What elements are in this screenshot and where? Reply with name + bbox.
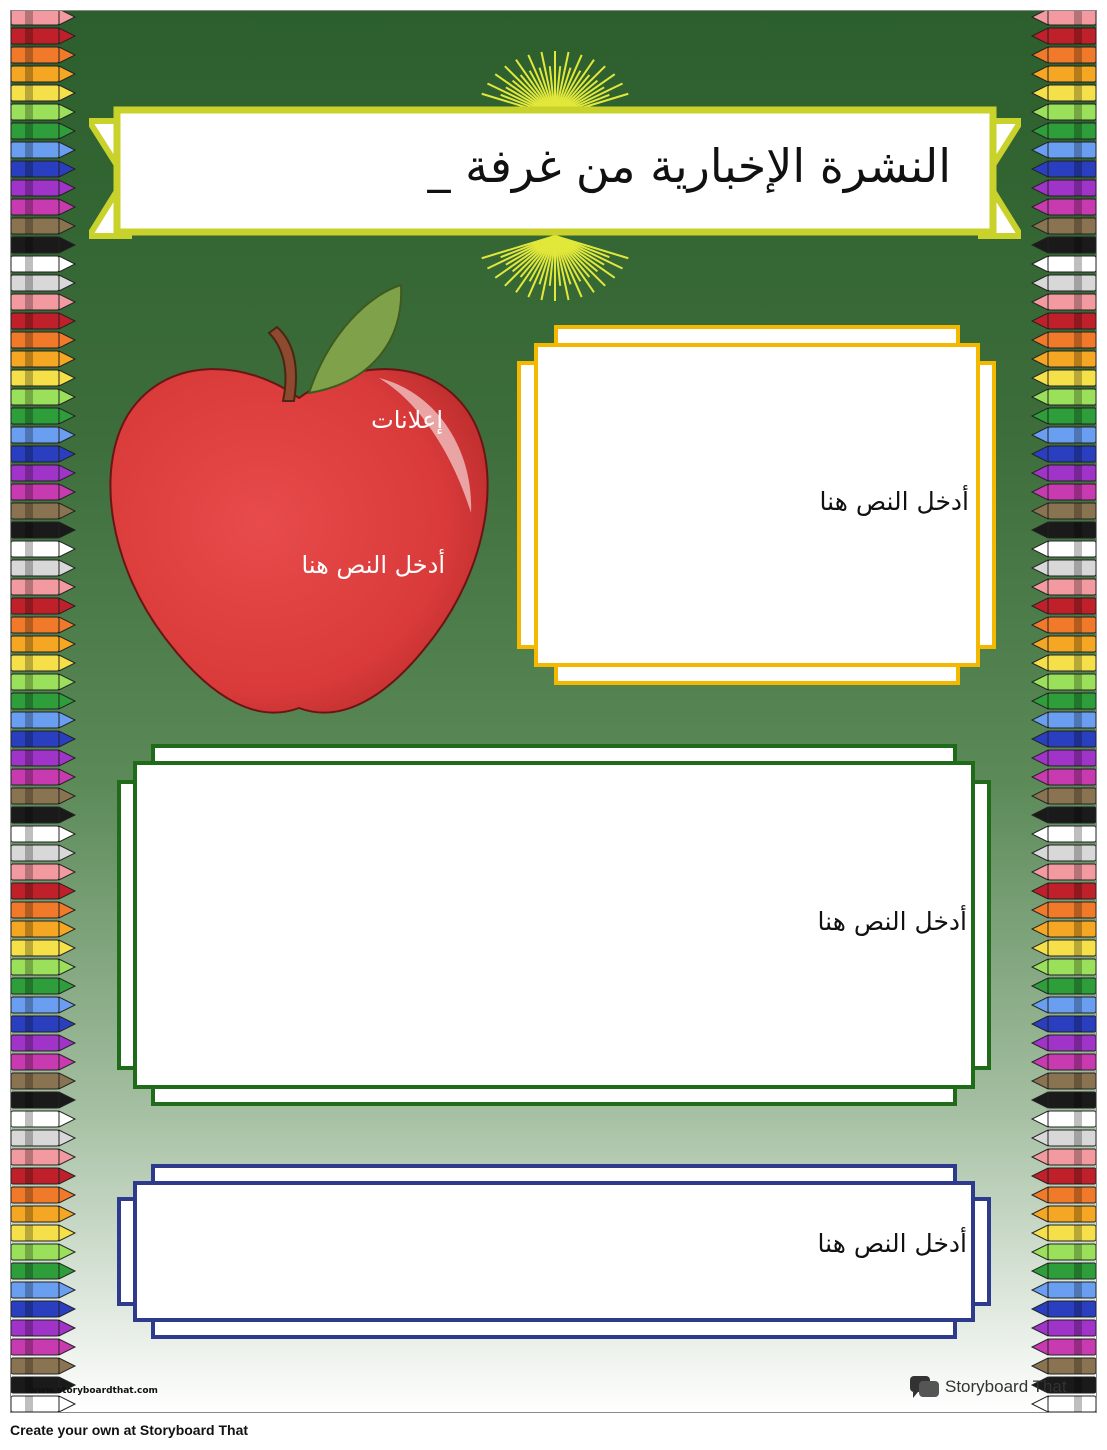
crayon: [1032, 1225, 1096, 1241]
crayon: [1032, 123, 1096, 139]
crayon: [11, 978, 75, 994]
crayon: [11, 1244, 75, 1260]
crayon: [1032, 389, 1096, 405]
crayon: [11, 47, 75, 63]
crayon: [11, 959, 75, 975]
crayon: [11, 66, 75, 82]
crayon: [1032, 940, 1096, 956]
apple-illustration: [99, 283, 499, 728]
crayon: [1032, 218, 1096, 234]
text-box-bottom[interactable]: [117, 1164, 991, 1339]
crayon: [11, 218, 75, 234]
crayon: [1032, 636, 1096, 652]
newsletter-poster: [10, 10, 1097, 1413]
crayon: [11, 731, 75, 747]
crayon: [1032, 503, 1096, 519]
crayon: [11, 275, 75, 291]
crayon: [1032, 180, 1096, 196]
crayon: [11, 1358, 75, 1374]
crayon: [1032, 47, 1096, 63]
text-box-middle[interactable]: [117, 744, 991, 1106]
crayon: [11, 1263, 75, 1279]
crayon: [1032, 826, 1096, 842]
crayon: [11, 902, 75, 918]
crayon: [1032, 66, 1096, 82]
crayon: [1032, 1244, 1096, 1260]
crayon: [11, 750, 75, 766]
crayon: [11, 256, 75, 272]
crayon: [11, 28, 75, 44]
crayon: [1032, 1016, 1096, 1032]
crayon: [11, 104, 75, 120]
crayon: [1032, 370, 1096, 386]
crayon: [1032, 85, 1096, 101]
announcements-label: إعلانات: [371, 406, 443, 434]
crayon: [1032, 769, 1096, 785]
crayon: [1032, 1263, 1096, 1279]
crayon: [1032, 1111, 1096, 1127]
crayon: [11, 1168, 75, 1184]
crayon: [1032, 446, 1096, 462]
crayon: [1032, 313, 1096, 329]
apple-text-field[interactable]: أدخل النص هنا: [301, 551, 445, 579]
crayon: [11, 446, 75, 462]
crayon: [1032, 978, 1096, 994]
crayon: [11, 1339, 75, 1355]
crayon: [11, 940, 75, 956]
crayon: [1032, 199, 1096, 215]
crayon: [11, 180, 75, 196]
crayon: [1032, 522, 1096, 538]
crayon: [1032, 807, 1096, 823]
crayon: [1032, 712, 1096, 728]
crayon: [11, 1396, 75, 1412]
text-box-top-text[interactable]: أدخل النص هنا: [819, 487, 969, 516]
create-your-own-link[interactable]: Create your own at Storyboard That: [10, 1422, 249, 1438]
crayon: [11, 560, 75, 576]
crayon: [1032, 674, 1096, 690]
crayon: [11, 161, 75, 177]
crayon: [1032, 351, 1096, 367]
crayon: [11, 1035, 75, 1051]
crayon: [1032, 959, 1096, 975]
text-box-top[interactable]: [517, 325, 996, 685]
crayon: [1032, 1187, 1096, 1203]
crayon: [11, 1054, 75, 1070]
crayon: [11, 674, 75, 690]
crayon: [1032, 560, 1096, 576]
crayon: [11, 1301, 75, 1317]
crayon: [1032, 1073, 1096, 1089]
crayon: [1032, 883, 1096, 899]
crayon: [1032, 256, 1096, 272]
crayon: [11, 1130, 75, 1146]
crayon: [11, 1149, 75, 1165]
crayon: [1032, 1339, 1096, 1355]
crayon: [1032, 427, 1096, 443]
text-box-bottom-text[interactable]: أدخل النص هنا: [817, 1229, 967, 1258]
crayon: [1032, 465, 1096, 481]
crayon: [11, 142, 75, 158]
crayon: [11, 883, 75, 899]
crayon: [1032, 997, 1096, 1013]
crayon: [11, 921, 75, 937]
logo-text: Storyboard That: [945, 1377, 1067, 1396]
crayon: [11, 1111, 75, 1127]
crayon: [11, 1320, 75, 1336]
crayon: [11, 408, 75, 424]
crayon: [1032, 1130, 1096, 1146]
crayon: [11, 123, 75, 139]
crayon: [1032, 541, 1096, 557]
crayon: [1032, 655, 1096, 671]
crayon: [1032, 1168, 1096, 1184]
crayon: [1032, 1282, 1096, 1298]
crayon: [1032, 408, 1096, 424]
crayon: [11, 294, 75, 310]
crayon: [11, 617, 75, 633]
crayon: [11, 332, 75, 348]
storyboardthat-url[interactable]: www.storyboardthat.com: [29, 1386, 158, 1396]
crayon: [1032, 598, 1096, 614]
crayon: [11, 85, 75, 101]
crayon: [1032, 275, 1096, 291]
crayon: [1032, 750, 1096, 766]
crayon: [11, 1225, 75, 1241]
crayon: [11, 11, 75, 25]
crayon: [11, 1206, 75, 1222]
newsletter-title: النشرة الإخبارية من غرفة _: [427, 139, 951, 193]
crayon: [11, 370, 75, 386]
crayon: [11, 636, 75, 652]
crayon: [1032, 731, 1096, 747]
crayon: [1032, 161, 1096, 177]
crayon: [1032, 11, 1096, 25]
text-box-middle-text[interactable]: أدخل النص هنا: [817, 907, 967, 936]
crayon: [11, 845, 75, 861]
crayon: [11, 864, 75, 880]
crayon: [1032, 864, 1096, 880]
crayon: [1032, 104, 1096, 120]
crayon: [11, 541, 75, 557]
sunburst-top: [482, 51, 629, 116]
crayon: [1032, 28, 1096, 44]
crayon: [11, 712, 75, 728]
crayon: [1032, 788, 1096, 804]
crayon: [11, 389, 75, 405]
sunburst-bottom: [482, 236, 629, 301]
crayon: [1032, 237, 1096, 253]
crayon: [11, 769, 75, 785]
crayon: [11, 522, 75, 538]
crayon: [11, 598, 75, 614]
crayon: [1032, 294, 1096, 310]
crayon: [11, 1073, 75, 1089]
crayon: [1032, 332, 1096, 348]
crayon: [11, 1187, 75, 1203]
crayon: [11, 997, 75, 1013]
crayon: [11, 579, 75, 595]
crayon: [1032, 484, 1096, 500]
crayon: [11, 503, 75, 519]
crayon: [1032, 579, 1096, 595]
crayon: [11, 807, 75, 823]
crayon: [11, 1092, 75, 1108]
crayon: [11, 313, 75, 329]
crayon: [1032, 1092, 1096, 1108]
speech-bubble-icon: [909, 1375, 941, 1399]
crayon: [1032, 142, 1096, 158]
crayon: [11, 655, 75, 671]
crayon: [11, 484, 75, 500]
crayon: [1032, 902, 1096, 918]
crayon: [11, 693, 75, 709]
crayon: [11, 1282, 75, 1298]
crayon: [11, 237, 75, 253]
crayon: [1032, 1149, 1096, 1165]
crayon: [1032, 1206, 1096, 1222]
crayon-border-left: [11, 11, 77, 1412]
crayon: [11, 465, 75, 481]
crayon: [1032, 1301, 1096, 1317]
crayon: [11, 826, 75, 842]
crayon: [11, 1016, 75, 1032]
crayon: [1032, 1358, 1096, 1374]
crayon: [1032, 617, 1096, 633]
crayon: [11, 199, 75, 215]
crayon: [1032, 845, 1096, 861]
crayon: [11, 351, 75, 367]
crayon: [11, 427, 75, 443]
storyboardthat-logo[interactable]: [909, 1375, 1067, 1399]
crayon: [11, 788, 75, 804]
crayon-border-right: [1030, 11, 1096, 1412]
crayon: [1032, 693, 1096, 709]
crayon: [1032, 1320, 1096, 1336]
crayon: [1032, 1035, 1096, 1051]
crayon: [1032, 921, 1096, 937]
crayon: [1032, 1054, 1096, 1070]
